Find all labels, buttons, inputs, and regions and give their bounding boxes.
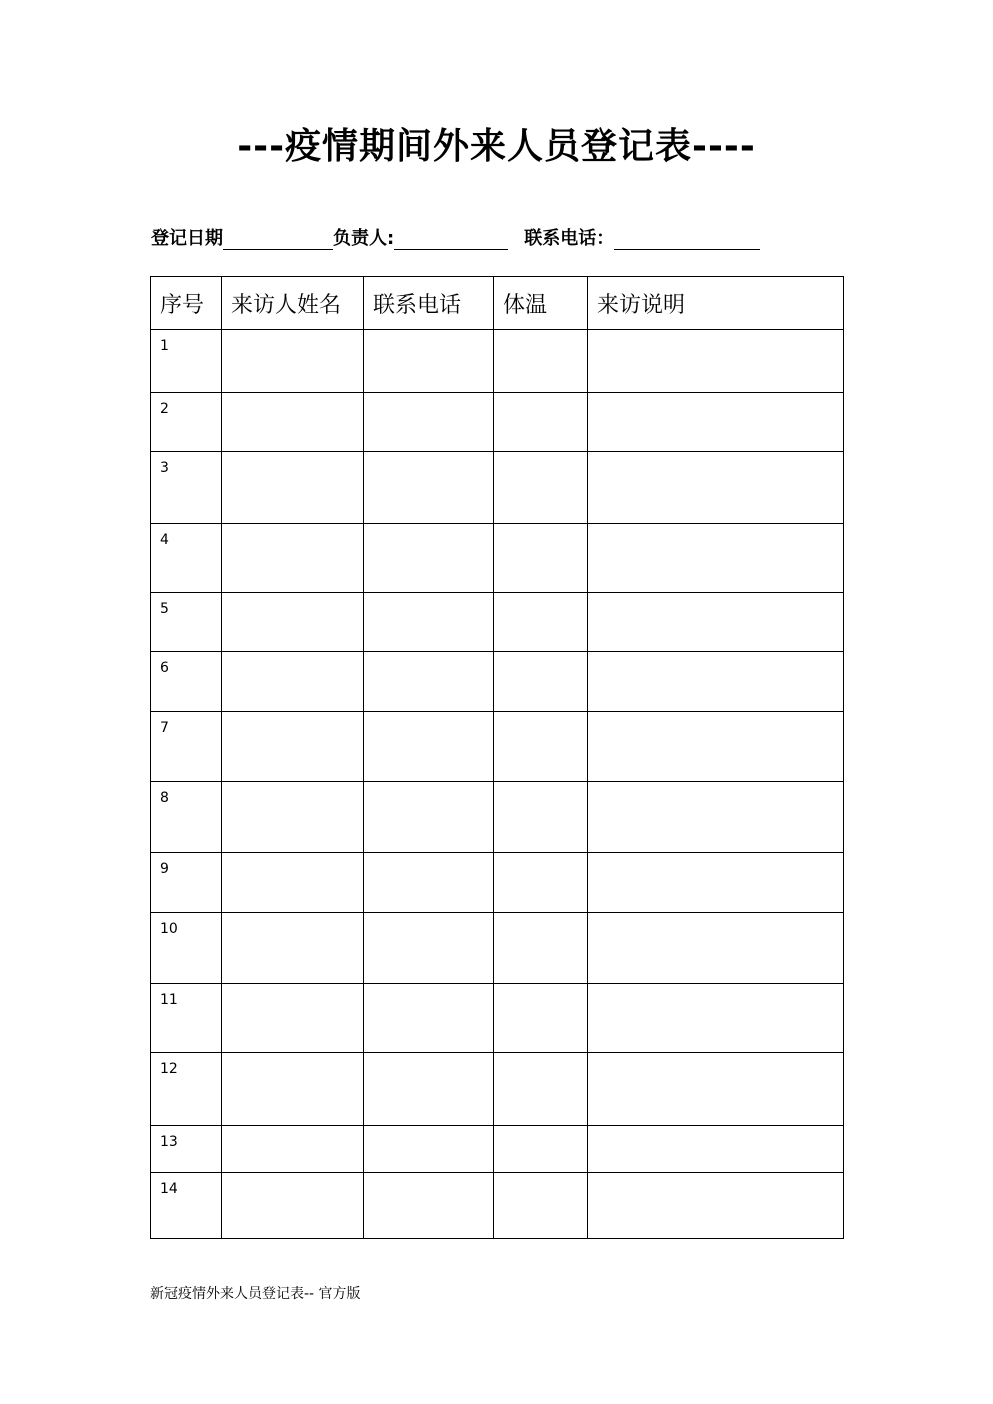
- temperature-cell[interactable]: [494, 853, 588, 913]
- page-title: ---疫情期间外来人员登记表----: [237, 126, 756, 167]
- table-row: [151, 782, 844, 853]
- visitor-name-cell[interactable]: [222, 1053, 364, 1126]
- visit-description-cell[interactable]: [588, 524, 844, 593]
- temperature-cell[interactable]: [494, 524, 588, 593]
- contact-phone-cell[interactable]: [364, 1053, 494, 1126]
- table-row: [151, 913, 844, 984]
- temperature-cell[interactable]: [494, 984, 588, 1053]
- contact-phone-cell[interactable]: [364, 452, 494, 524]
- temperature-cell[interactable]: [494, 330, 588, 393]
- visit-description-cell[interactable]: [588, 393, 844, 452]
- visitor-name-cell[interactable]: [222, 1173, 364, 1239]
- contact-phone-cell[interactable]: [364, 984, 494, 1053]
- table-row: [151, 1053, 844, 1126]
- visit-description-cell[interactable]: [588, 1126, 844, 1173]
- phone-label: 联系电话：: [524, 228, 615, 249]
- visit-description-cell[interactable]: [588, 452, 844, 524]
- row-number: 4: [151, 524, 222, 593]
- visit-description-cell[interactable]: [588, 853, 844, 913]
- visit-description-cell[interactable]: [588, 593, 844, 652]
- visitor-name-cell[interactable]: [222, 393, 364, 452]
- visit-description-cell[interactable]: [588, 1173, 844, 1239]
- contact-phone-cell[interactable]: [364, 712, 494, 782]
- table-row: [151, 712, 844, 782]
- row-number: 1: [151, 330, 222, 393]
- visit-description-cell[interactable]: [588, 782, 844, 853]
- contact-phone-cell[interactable]: [364, 593, 494, 652]
- table-row: [151, 330, 844, 393]
- visitor-name-cell[interactable]: [222, 782, 364, 853]
- table-row: [151, 1173, 844, 1239]
- date-blank-field[interactable]: [223, 229, 333, 250]
- row-number: 8: [151, 782, 222, 853]
- visitor-name-cell[interactable]: [222, 452, 364, 524]
- row-number: 7: [151, 712, 222, 782]
- visit-description-cell[interactable]: [588, 712, 844, 782]
- contact-phone-cell[interactable]: [364, 652, 494, 712]
- header-visit-description: 来访说明: [588, 277, 844, 330]
- temperature-cell[interactable]: [494, 913, 588, 984]
- table-row: [151, 452, 844, 524]
- row-number: 10: [151, 913, 222, 984]
- row-number: 13: [151, 1126, 222, 1173]
- row-number: 11: [151, 984, 222, 1053]
- table-row: [151, 652, 844, 712]
- contact-phone-cell[interactable]: [364, 782, 494, 853]
- table-row: [151, 524, 844, 593]
- visit-description-cell[interactable]: [588, 913, 844, 984]
- contact-phone-cell[interactable]: [364, 1173, 494, 1239]
- temperature-cell[interactable]: [494, 393, 588, 452]
- footer-note: 新冠疫情外来人员登记表-- 官方版: [150, 1286, 361, 1302]
- visit-description-cell[interactable]: [588, 1053, 844, 1126]
- table-row: [151, 853, 844, 913]
- temperature-cell[interactable]: [494, 782, 588, 853]
- temperature-cell[interactable]: [494, 652, 588, 712]
- contact-phone-cell[interactable]: [364, 330, 494, 393]
- date-label: 登记日期: [151, 228, 223, 249]
- header-contact-phone: 联系电话: [364, 277, 494, 330]
- table-header-row: [151, 277, 844, 330]
- row-number: 9: [151, 853, 222, 913]
- table-row: [151, 984, 844, 1053]
- table-row: [151, 593, 844, 652]
- temperature-cell[interactable]: [494, 1173, 588, 1239]
- person-blank-field[interactable]: [394, 229, 508, 250]
- visitor-name-cell[interactable]: [222, 330, 364, 393]
- temperature-cell[interactable]: [494, 1126, 588, 1173]
- row-number: 3: [151, 452, 222, 524]
- row-number: 2: [151, 393, 222, 452]
- registration-info-line: [151, 224, 851, 252]
- visitor-name-cell[interactable]: [222, 652, 364, 712]
- contact-phone-cell[interactable]: [364, 524, 494, 593]
- temperature-cell[interactable]: [494, 452, 588, 524]
- table-row: [151, 1126, 844, 1173]
- header-visitor-name: 来访人姓名: [222, 277, 364, 330]
- visit-description-cell[interactable]: [588, 330, 844, 393]
- table-row: [151, 393, 844, 452]
- temperature-cell[interactable]: [494, 593, 588, 652]
- header-temperature: 体温: [494, 277, 588, 330]
- phone-blank-field[interactable]: [614, 229, 760, 250]
- visitor-name-cell[interactable]: [222, 1126, 364, 1173]
- contact-phone-cell[interactable]: [364, 393, 494, 452]
- temperature-cell[interactable]: [494, 1053, 588, 1126]
- row-number: 14: [151, 1173, 222, 1239]
- visitor-name-cell[interactable]: [222, 913, 364, 984]
- visitor-name-cell[interactable]: [222, 853, 364, 913]
- person-label: 负责人:: [333, 228, 395, 249]
- header-serial-no: 序号: [151, 277, 222, 330]
- row-number: 12: [151, 1053, 222, 1126]
- visitor-register-table: [150, 276, 844, 1239]
- visitor-name-cell[interactable]: [222, 984, 364, 1053]
- visit-description-cell[interactable]: [588, 984, 844, 1053]
- contact-phone-cell[interactable]: [364, 913, 494, 984]
- visit-description-cell[interactable]: [588, 652, 844, 712]
- row-number: 6: [151, 652, 222, 712]
- visitor-name-cell[interactable]: [222, 524, 364, 593]
- row-number: 5: [151, 593, 222, 652]
- contact-phone-cell[interactable]: [364, 853, 494, 913]
- contact-phone-cell[interactable]: [364, 1126, 494, 1173]
- visitor-name-cell[interactable]: [222, 712, 364, 782]
- visitor-name-cell[interactable]: [222, 593, 364, 652]
- temperature-cell[interactable]: [494, 712, 588, 782]
